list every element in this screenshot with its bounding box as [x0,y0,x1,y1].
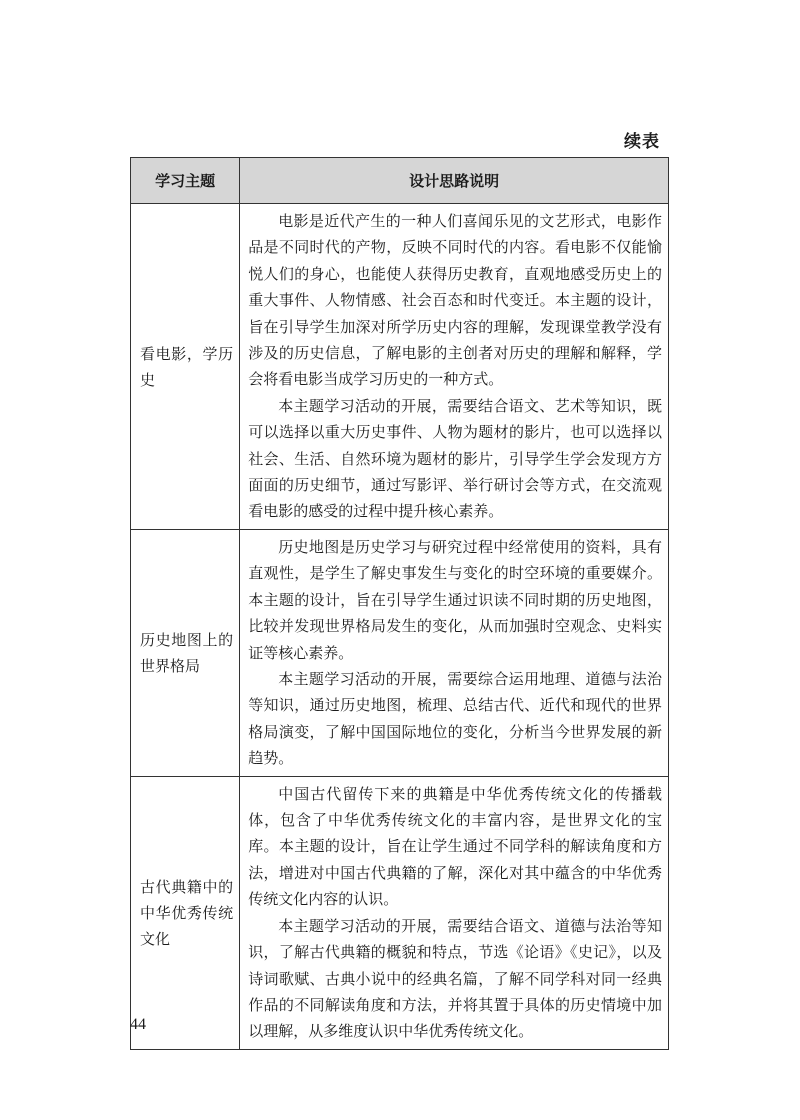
page-number: 44 [130,1016,146,1033]
design-rationale-table [130,157,669,1050]
continued-table-label: 续表 [624,132,660,152]
table-row [131,776,669,1049]
description-cell [240,530,669,777]
topic-cell: 看电影，学历史 [131,204,240,530]
description-paragraph: 本主题学习活动的开展，需要综合运用地理、道德与法治等知识，通过历史地图，梳理、总结古代、近代和现代的世界格局演变，了解中国国际地位的变化，分析当今世界发展的新趋势。 [248,670,662,768]
description-paragraph: 电影是近代产生的一种人们喜闻乐见的文艺形式，电影作品是不同时代的产物，反映不同时代的内容。看电影不仅能愉悦人们的身心，也能使人获得历史教育，直观地感受历史上的重大事件、人物情感、社会百态和时代变迁。本主题的设计，旨在引导学生加深对所学历史内容的理解，发现课堂教学没有涉及的历史信息，了解电影的主创者对历史的理解和解释，学会将看电影当成学习历史的一种方式。 [248,212,662,389]
description-cell [240,204,669,530]
description-paragraph: 中国古代留传下来的典籍是中华优秀传统文化的传播载体，包含了中华优秀传统文化的丰富内容，是世界文化的宝库。本主题的设计，旨在让学生通过不同学科的解读角度和方法，增进对中国古代典籍的了解，深化对其中蕴含的中华优秀传统文化内容的认识。 [248,784,662,909]
table-row [131,204,669,530]
header-description: 设计思路说明 [240,158,669,204]
description-paragraph: 本主题学习活动的开展，需要结合语文、道德与法治等知识，了解古代典籍的概貌和特点，节选《论语》《史记》，以及诗词歌赋、古典小说中的经典名篇，了解不同学科对同一经典作品的不同解读角度和方法，并将其置于具体的历史情境中加以理解，从多维度认识中华优秀传统文化。 [248,916,662,1041]
table-row [131,530,669,777]
header-topic: 学习主题 [131,158,240,204]
description-cell [240,776,669,1049]
description-paragraph: 历史地图是历史学习与研究过程中经常使用的资料，具有直观性，是学生了解史事发生与变化的时空环境的重要媒介。本主题的设计，旨在引导学生通过识读不同时期的历史地图，比较并发现世界格局发生的变化，从而加强时空观念、史料实证等核心素养。 [248,538,662,662]
topic-cell: 历史地图上的世界格局 [131,530,240,777]
topic-cell: 古代典籍中的中华优秀传统文化 [131,776,240,1049]
table-header-row [131,158,669,204]
description-paragraph: 本主题学习活动的开展，需要结合语文、艺术等知识，既可以选择以重大历史事件、人物为题材的影片，也可以选择以社会、生活、自然环境为题材的影片，引导学生学会发现方方面面的历史细节，通过写影评、举行研讨会等方式，在交流观看电影的感受的过程中提升核心素养。 [248,396,662,521]
